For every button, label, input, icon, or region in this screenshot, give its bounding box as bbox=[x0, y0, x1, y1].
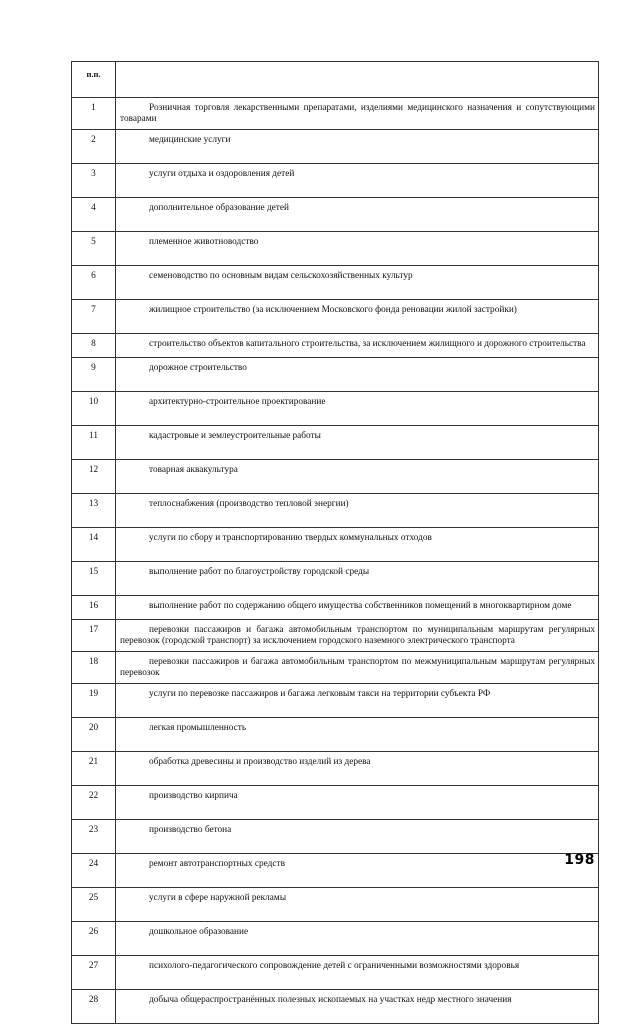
table-row bbox=[72, 198, 599, 232]
row-text-cell bbox=[116, 334, 599, 358]
row-text-cell bbox=[116, 426, 599, 460]
row-text-cell bbox=[116, 528, 599, 562]
row-text: легкая промышленность bbox=[149, 723, 247, 733]
header-text-cell bbox=[116, 62, 599, 98]
row-text-cell bbox=[116, 562, 599, 596]
row-text-cell bbox=[116, 990, 599, 1024]
row-number: 12 bbox=[72, 460, 116, 494]
row-text-cell bbox=[116, 164, 599, 198]
row-text: услуги по сбору и транспортированию твердых коммунальных отходов bbox=[149, 533, 432, 543]
table-row bbox=[72, 854, 599, 888]
row-text: услуги отдыха и оздоровления детей bbox=[149, 169, 295, 179]
row-number: 2 bbox=[72, 130, 116, 164]
table-row bbox=[72, 232, 599, 266]
table-row bbox=[72, 300, 599, 334]
table-row bbox=[72, 562, 599, 596]
table-row bbox=[72, 684, 599, 718]
table-row bbox=[72, 990, 599, 1024]
row-text: теплоснабжения (производство тепловой энергии) bbox=[149, 499, 349, 509]
row-number: 3 bbox=[72, 164, 116, 198]
row-text-cell bbox=[116, 854, 599, 888]
row-text: архитектурно-строительное проектирование bbox=[149, 397, 326, 407]
table-row bbox=[72, 956, 599, 990]
row-number: 19 bbox=[72, 684, 116, 718]
row-number: 18 bbox=[72, 652, 116, 684]
row-text-cell bbox=[116, 300, 599, 334]
table-row bbox=[72, 426, 599, 460]
row-text: выполнение работ по содержанию общего имущества собственников помещений в многоквартирном доме bbox=[149, 601, 572, 611]
table-row bbox=[72, 460, 599, 494]
table-row bbox=[72, 718, 599, 752]
table-row bbox=[72, 494, 599, 528]
row-text-cell bbox=[116, 752, 599, 786]
table-row bbox=[72, 528, 599, 562]
row-text-cell bbox=[116, 820, 599, 854]
header-number-cell: п.п. bbox=[72, 62, 116, 98]
table-header-row bbox=[72, 62, 599, 98]
row-text: жилищное строительство (за исключением Московского фонда реновации жилой застройки) bbox=[149, 305, 517, 315]
row-number: 20 bbox=[72, 718, 116, 752]
row-text: перевозки пассажиров и багажа автомобильным транспортом по муниципальным маршрутам регулярных перевозок (городской транспорт) за исключением городского наземного электрического транспорта bbox=[120, 625, 595, 646]
row-text: дошкольное образование bbox=[149, 927, 249, 937]
row-text: дорожное строительство bbox=[149, 363, 247, 373]
row-number: 6 bbox=[72, 266, 116, 300]
row-text-cell bbox=[116, 460, 599, 494]
row-text: ремонт автотранспортных средств bbox=[149, 859, 285, 869]
table-row bbox=[72, 98, 599, 130]
table-row bbox=[72, 596, 599, 620]
row-text-cell bbox=[116, 786, 599, 820]
row-text: психолого-педагогического сопровождение детей с ограниченными возможностями здоровья bbox=[149, 961, 520, 971]
row-number: 1 bbox=[72, 98, 116, 130]
page-number: 198 bbox=[564, 852, 595, 868]
row-text: дополнительное образование детей bbox=[149, 203, 289, 213]
row-text-cell bbox=[116, 922, 599, 956]
row-number: 22 bbox=[72, 786, 116, 820]
row-text: племенное животноводство bbox=[149, 237, 259, 247]
row-text-cell bbox=[116, 392, 599, 426]
row-text: товарная аквакультура bbox=[149, 465, 238, 475]
row-number: 16 bbox=[72, 596, 116, 620]
industries-table bbox=[71, 61, 599, 1024]
row-number: 21 bbox=[72, 752, 116, 786]
row-text: производство кирпича bbox=[149, 791, 238, 801]
row-number: 25 bbox=[72, 888, 116, 922]
row-number: 17 bbox=[72, 620, 116, 652]
row-number: 9 bbox=[72, 358, 116, 392]
row-text: услуги в сфере наружной рекламы bbox=[149, 893, 287, 903]
row-text-cell bbox=[116, 130, 599, 164]
table-row bbox=[72, 652, 599, 684]
table-row bbox=[72, 820, 599, 854]
row-text: перевозки пассажиров и багажа автомобильным транспортом по межмуниципальным маршрутам регулярных перевозок bbox=[120, 657, 595, 678]
row-number: 10 bbox=[72, 392, 116, 426]
row-text: услуги по перевозке пассажиров и багажа легковым такси на территории субъекта РФ bbox=[149, 689, 491, 699]
row-number: 26 bbox=[72, 922, 116, 956]
row-number: 24 bbox=[72, 854, 116, 888]
row-text: обработка древесины и производство изделий из дерева bbox=[149, 757, 371, 767]
row-text: добыча общераспространённых полезных ископаемых на участках недр местного значения bbox=[149, 995, 512, 1005]
table-row bbox=[72, 392, 599, 426]
table-row bbox=[72, 358, 599, 392]
row-text-cell bbox=[116, 232, 599, 266]
row-text-cell bbox=[116, 358, 599, 392]
table-row bbox=[72, 786, 599, 820]
row-number: 14 bbox=[72, 528, 116, 562]
row-number: 15 bbox=[72, 562, 116, 596]
table-row bbox=[72, 130, 599, 164]
row-number: 27 bbox=[72, 956, 116, 990]
row-text: медицинские услуги bbox=[149, 135, 231, 145]
table-row bbox=[72, 164, 599, 198]
row-text: строительство объектов капитального строительства, за исключением жилищного и дорожного строительства bbox=[149, 339, 586, 349]
table-row bbox=[72, 266, 599, 300]
row-text-cell bbox=[116, 718, 599, 752]
row-text-cell bbox=[116, 684, 599, 718]
table-row bbox=[72, 620, 599, 652]
row-text-cell bbox=[116, 652, 599, 684]
row-text-cell bbox=[116, 266, 599, 300]
row-text-cell bbox=[116, 620, 599, 652]
table-row bbox=[72, 334, 599, 358]
row-text-cell bbox=[116, 198, 599, 232]
table-row bbox=[72, 922, 599, 956]
row-text: выполнение работ по благоустройству городской среды bbox=[149, 567, 370, 577]
row-number: 13 bbox=[72, 494, 116, 528]
row-number: 8 bbox=[72, 334, 116, 358]
row-number: 11 bbox=[72, 426, 116, 460]
row-text-cell bbox=[116, 98, 599, 130]
row-text: Розничная торговля лекарственными препаратами, изделиями медицинского назначения и сопутствующими товарами bbox=[120, 103, 595, 124]
row-text-cell bbox=[116, 596, 599, 620]
row-number: 5 bbox=[72, 232, 116, 266]
row-text-cell bbox=[116, 956, 599, 990]
row-number: 7 bbox=[72, 300, 116, 334]
row-number: 4 bbox=[72, 198, 116, 232]
row-number: 28 bbox=[72, 990, 116, 1024]
row-text: семеноводство по основным видам сельскохозяйственных культур bbox=[149, 271, 413, 281]
row-text-cell bbox=[116, 494, 599, 528]
row-text: кадастровые и землеустроительные работы bbox=[149, 431, 321, 441]
row-text: производство бетона bbox=[149, 825, 232, 835]
row-number: 23 bbox=[72, 820, 116, 854]
table-row bbox=[72, 752, 599, 786]
